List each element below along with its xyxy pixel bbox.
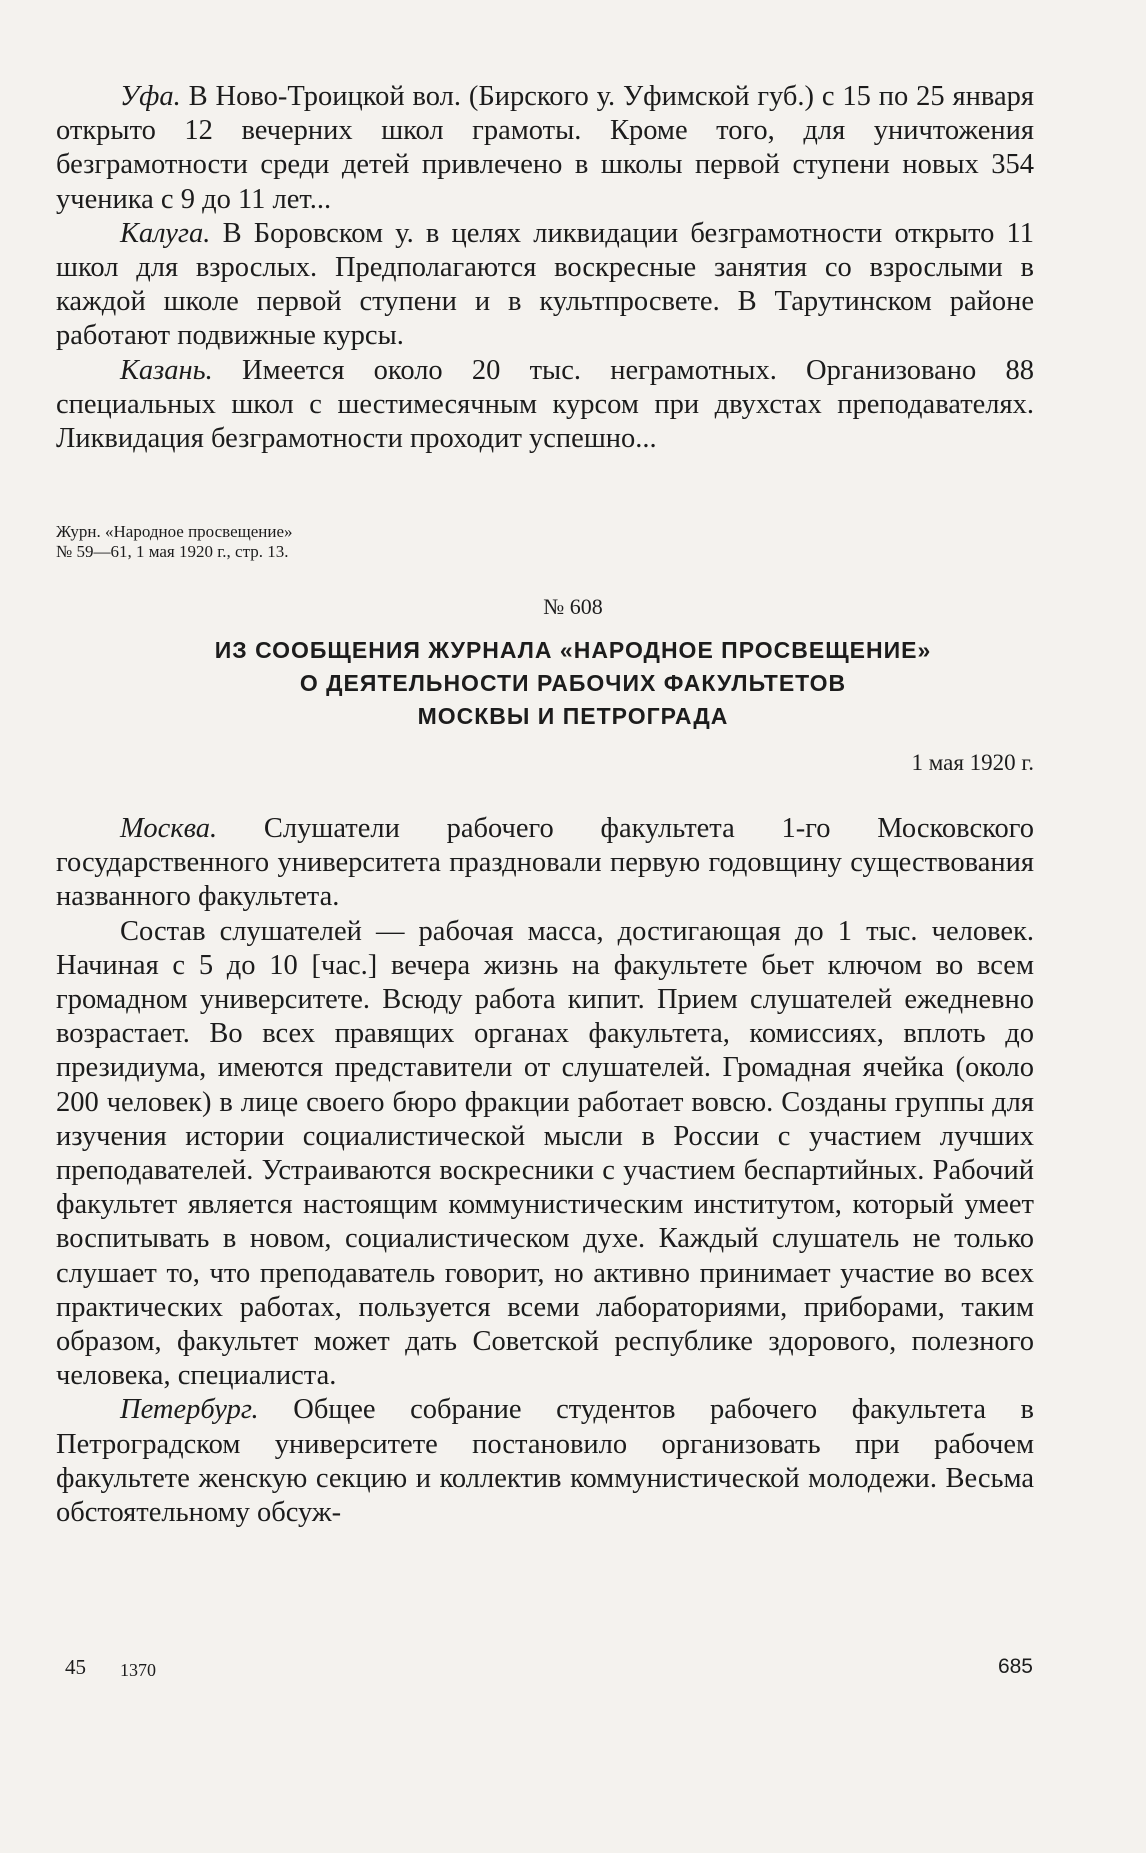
place-name: Петербург. — [120, 1394, 259, 1426]
heading-line-2: О ДЕЯТЕЛЬНОСТИ РАБОЧИХ ФАКУЛЬТЕТОВ — [299, 670, 847, 696]
heading-line-3: МОСКВЫ И ПЕТРОГРАДА — [417, 703, 729, 729]
document-number: № 608 — [543, 594, 603, 619]
place-name: Казань. — [120, 354, 213, 386]
paragraph-composition — [56, 915, 1034, 1394]
paragraph-text: Имеется около 20 тыс. неграмотных. Организовано 88 специальных школ с шестимесячным курсом при двухстах преподавателях. Ликвидация безграмотности проходит успешно... — [56, 354, 1034, 455]
paragraph-text: Состав слушателей — рабочая масса, достигающая до 1 тыс. человек. Начиная с 5 до 10 [час.] вечера жизнь на факультете бьет ключом во всем громадном университете. Всюду работа кипит. Прием слушателей ежедневно возрастает. Во всех правящих органах факультета, комиссиях, вплоть до президиума, имеются представители от слушателей. Громадная ячейка (около 200 человек) в лице своего бюро фракции работает вовсю. Созданы группы для изучения истории социалистической мысли в России с участием лучших преподавателей. Устраиваются воскресники с участием беспартийных. Рабочий факультет является настоящим коммунистическим институтом, который умеет воспитывать в новом, социалистическом духе. Каждый слушатель не только слушает то, что преподаватель говорит, но активно принимает участие во всех практических работах, пользуется всеми лабораториями, приборами, таким образом, факультет может дать Советской республике здорового, полезного человека, специалиста. — [56, 915, 1034, 1392]
paragraph-petersburg — [56, 1393, 1034, 1530]
source-line-2: № 59—61, 1 мая 1920 г., стр. 13. — [56, 542, 289, 561]
paragraph-kazan — [56, 354, 1034, 457]
paragraph-text: В Боровском у. в целях ликвидации безграмотности открыто 11 школ для взрослых. Предполагаются воскресные занятия со взрослыми в каждой школе первой ступени и в культпросвете. В Тарутинском районе работают подвижные курсы. — [56, 217, 1034, 352]
place-name: Калуга. — [120, 217, 211, 249]
paragraph-text: В Ново-Троицкой вол. (Бирского у. Уфимской губ.) с 15 по 25 января открыто 12 вечерних школ грамоты. Кроме того, для уничтожения безграмотности среди детей привлечено в школы первой ступени новых 354 ученика с 9 до 11 лет... — [56, 81, 1034, 215]
source-line-1: Журн. «Народное просвещение» — [56, 522, 293, 541]
document-heading — [0, 634, 1146, 733]
paragraph-ufa — [56, 80, 1034, 217]
top-section — [56, 80, 1034, 456]
footer-signature-number: 45 — [65, 1655, 86, 1679]
page-number: 685 — [997, 1655, 1033, 1678]
footer-print-code: 1370 — [120, 1660, 156, 1680]
source-citation — [56, 522, 293, 562]
paragraph-text: Общее собрание студентов рабочего факультета в Петроградском университете постановило организовать при рабочем факультете женскую секцию и коллектив коммунистической молодежи. Весьма обстоятельному обсуж- — [56, 1394, 1034, 1529]
paragraph-kaluga — [56, 217, 1034, 354]
paragraph-moscow — [56, 812, 1034, 915]
place-name: Уфа. — [120, 81, 181, 112]
main-section — [56, 812, 1034, 1530]
document-date: 1 мая 1920 г. — [911, 750, 1034, 775]
heading-line-1: ИЗ СООБЩЕНИЯ ЖУРНАЛА «НАРОДНОЕ ПРОСВЕЩЕНИЕ» — [214, 637, 932, 663]
paragraph-text: Слушатели рабочего факультета 1-го Московского государственного университета праздновали первую годовщину существования названного факультета. — [56, 813, 1034, 913]
place-name: Москва. — [120, 813, 218, 844]
